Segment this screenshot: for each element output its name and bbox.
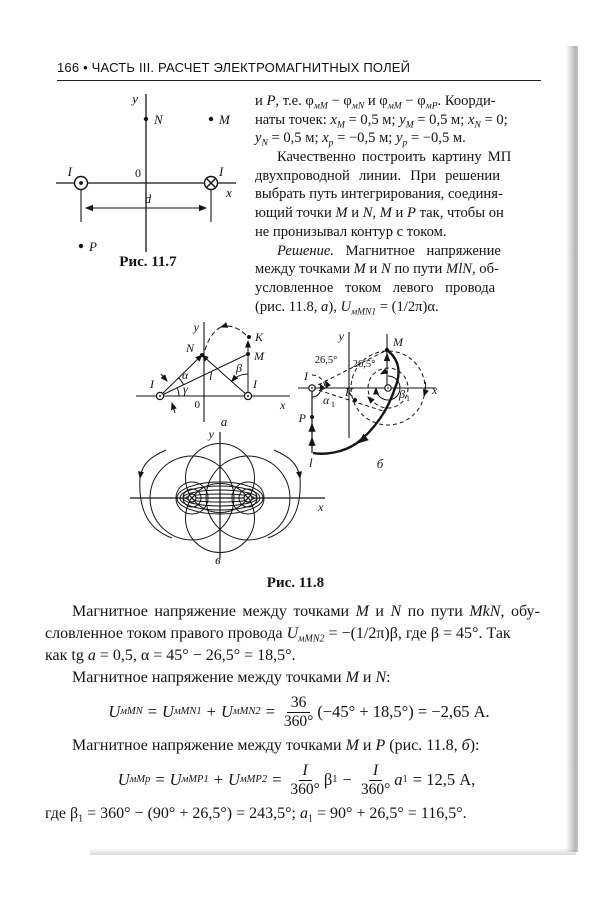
svg-text:N: N	[185, 341, 194, 355]
subfigure-label-b: б	[376, 456, 384, 471]
text-line: и P, т.е. $\varphi_{мM} - \varphi_{мN}$ и $\varphi_{мM} - \varphi_{мP}$. Коорди-	[255, 93, 496, 112]
text-line: словленное током правого провода $U_{мMN2} = -(1/2\pi)\beta$, где β = 45°. Так	[45, 625, 511, 645]
point-P	[79, 239, 97, 254]
wire-left-symbol	[188, 494, 196, 502]
subfigure-label-a: а	[220, 414, 228, 429]
text-line: как tg a = 0,5, α = 45° − 26,5° = 18,5°.	[45, 647, 296, 664]
dashed-arc-K-N	[205, 326, 246, 350]
page-edge-shadow	[566, 46, 578, 852]
wire-right	[385, 385, 391, 391]
svg-text:M: M	[219, 112, 230, 127]
text-line: Решение. Магнитное напряжение	[277, 242, 501, 259]
axis-label-y: y	[208, 427, 214, 441]
angle-alpha-label: α	[182, 368, 189, 382]
axis-label-y: y	[193, 320, 199, 334]
bottom-text-block	[45, 601, 553, 825]
angle-gamma-label: γ	[183, 382, 188, 396]
current-label-left: I	[67, 164, 72, 179]
figure-11-8-caption: Рис. 11.8	[266, 575, 325, 591]
wire-left-current-out-icon	[75, 177, 88, 190]
axis-label-y: y	[132, 91, 138, 106]
svg-text:K: K	[255, 330, 264, 344]
point-M	[246, 349, 265, 363]
current-label-right: I	[219, 164, 224, 179]
angle-26-5-right: 26,5°	[352, 359, 376, 370]
point-M	[385, 335, 404, 352]
text-line: где $\beta_1 = 360^\circ - (90^\circ + 26,5^\circ) = 243,5^\circ$; $a_1 = 90^\circ + 26,5^\circ = 116,5^\circ$.	[45, 805, 467, 825]
svg-text:α: α	[323, 393, 330, 407]
subfigure-label-v: в	[215, 552, 221, 567]
axes	[136, 322, 290, 422]
origin-label: 0	[135, 166, 141, 180]
axis-label-x: x	[318, 500, 324, 514]
wire-right-current-in-icon	[205, 177, 218, 190]
wire-left	[309, 385, 315, 391]
angle-26-5-left: 26,5°	[314, 355, 338, 366]
axis-label-x: x	[226, 185, 232, 200]
text-line: выбрать путь интегрирования, соединя-	[255, 186, 503, 203]
svg-text:P: P	[89, 239, 97, 254]
text-line: условленное током левого провода	[255, 279, 496, 296]
wire-right-symbol	[244, 494, 252, 502]
svg-text:P: P	[298, 411, 306, 425]
point-K	[247, 330, 264, 344]
text-line: ющий точки M и N, M и P так, чтобы он	[255, 205, 504, 222]
svg-text:K: K	[344, 385, 353, 399]
page-bottom-shadow	[90, 848, 576, 855]
origin-label: 0	[194, 399, 200, 411]
axis-label-x: x	[432, 383, 438, 397]
point-N	[144, 112, 164, 127]
svg-text:1: 1	[331, 400, 335, 409]
figure-11-7-caption: Рис. 11.7	[119, 254, 177, 270]
text-line: (рис. 11.8, а), $U_{мMN1} = (1/2\pi)\alpha$.	[255, 298, 439, 318]
text-line: Качественно построить картину МП	[277, 149, 512, 166]
path-l-label: l	[209, 369, 213, 383]
text-line: двухпроводной линии. При решении	[255, 167, 501, 184]
current-label: I	[304, 369, 308, 383]
point-N	[185, 341, 204, 357]
text-line: $y_N = 0,5$ м; $x_p = -0,5$ м; $y_p = -0,5$ м.	[255, 130, 466, 149]
svg-text:N: N	[154, 112, 163, 127]
page-header: 166 • ЧАСТЬ III. РАСЧЕТ ЭЛЕКТРОМАГНИТНЫХ ПОЛЕЙ	[57, 60, 541, 81]
fraction: $\frac{36}{360^\circ}$	[283, 694, 314, 730]
current-label-left: I	[150, 377, 154, 391]
var: U	[108, 702, 121, 721]
figure-11-8-v	[120, 426, 366, 572]
fraction: $\frac{I}{360^\circ}$	[290, 762, 320, 798]
wire-left	[156, 392, 163, 399]
figure-11-8-a	[128, 316, 298, 432]
axis-label-x: x	[280, 398, 286, 412]
axis-label-y: y	[338, 329, 344, 343]
formula-u-mmn: U мMN = U мMN1 + U мMN2 = $\frac{36}{360^\circ}$ (−45° + 18,5°) = −2,65 А.	[108, 694, 490, 730]
figure-11-7	[48, 86, 248, 266]
text-line: между точками M и N по пути MlN, об-	[255, 261, 499, 278]
body-text-column	[255, 92, 547, 316]
text-line: Магнитное напряжение между точками M и P (рис. 11.8, б):	[72, 737, 480, 754]
dimension-d-label: d	[144, 191, 152, 206]
path-l-label: l	[309, 455, 313, 470]
text-line: наты точек: $x_M = 0,5$ м; $y_M = 0,5$ м; $x_N = 0$;	[255, 111, 508, 131]
formula-u-mmp: U мMp = U мMP1 + U мMP2 = $\frac{I}{360^\circ}$ β 1 − $\frac{I}{360^\circ}$ a 1 = 12,5 А,	[117, 762, 476, 798]
svg-text:1: 1	[406, 394, 410, 403]
point-M	[209, 112, 231, 127]
svg-text:M: M	[393, 335, 403, 349]
angle-beta-label: β	[236, 361, 242, 375]
text-line: не пронизывал контур с током.	[255, 223, 447, 240]
text-line: Магнитное напряжение между точками M и N:	[72, 669, 391, 686]
axes	[130, 432, 325, 558]
current-label-right: I	[253, 377, 257, 391]
svg-text:β: β	[399, 387, 405, 401]
fraction: $\frac{I}{360^\circ}$	[360, 762, 391, 798]
text-line: Магнитное напряжение между точками M и N по пути MkN, обу-	[72, 603, 540, 620]
svg-text:M: M	[254, 349, 264, 363]
wire-right	[244, 392, 251, 399]
